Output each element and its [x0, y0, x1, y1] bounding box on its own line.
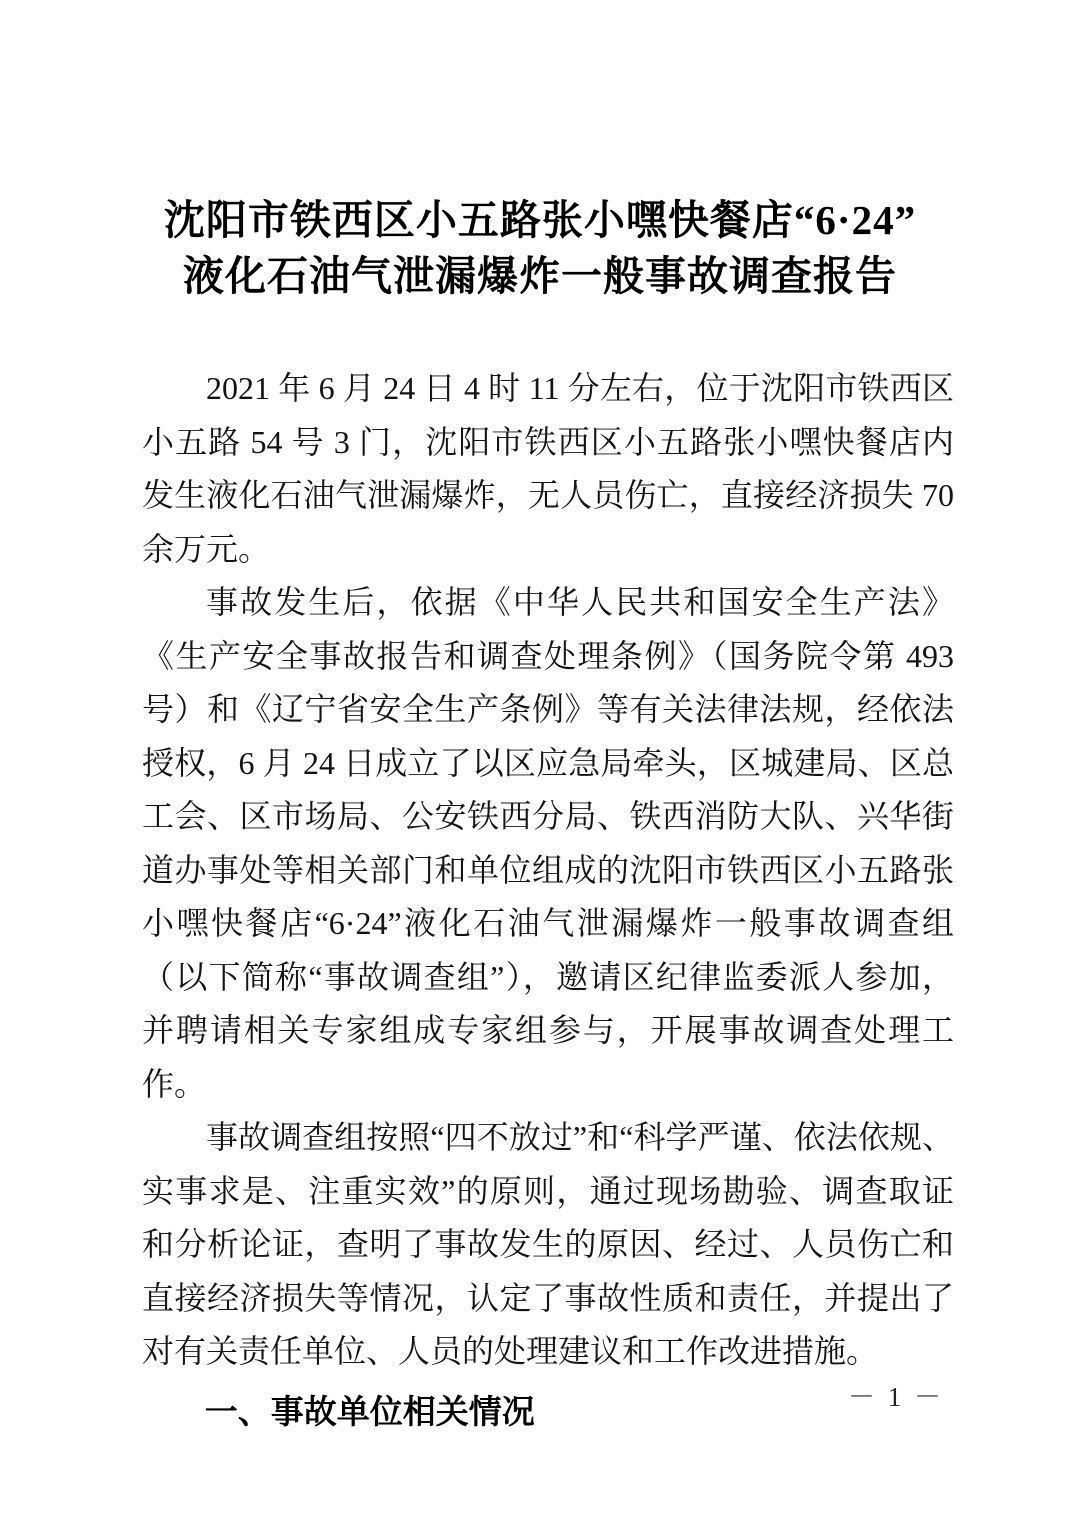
paragraph-investigation-setup: 事故发生后，依据《中华人民共和国安全生产法》《生产安全事故报告和调查处理条例》（国务院令第 493 号）和《辽宁省安全生产条例》等有关法律法规，经依法授权，6 月 24 日成立了以区应急局牵头，区城建局、区总工会、区市场局、公安铁西分局、铁西消防大队、兴华街道办事处等相关部门和单位组成的沈阳市铁西区小五路张小嘿快餐店“6·24”液化石油气泄漏爆炸一般事故调查组（以下简称“事故调查组”），邀请区纪律监委派人参加，并聘请相关专家组成专家组参与，开展事故调查处理工作。: [142, 584, 954, 1102]
section-heading-1: 一、事故单位相关情况: [204, 1392, 535, 1430]
title-line-1: 沈阳市铁西区小五路张小嘿快餐店“6·24”: [163, 197, 917, 243]
title-line-2: 液化石油气泄漏爆炸一般事故调查报告: [183, 253, 897, 299]
paragraph-investigation-principles: 事故调查组按照“四不放过”和“科学严谨、依法依规、实事求是、注重实效”的原则，通过现场勘验、调查取证和分析论证，查明了事故发生的原因、经过、人员伤亡和直接经济损失等情况，认定了事故性质和责任，并提出了对有关责任单位、人员的处理建议和工作改进措施。: [142, 1119, 954, 1369]
page-number: － 1 －: [848, 1382, 944, 1412]
document-title: [60, 192, 1020, 304]
paragraph-incident-summary: 2021 年 6 月 24 日 4 时 11 分左右，位于沈阳市铁西区小五路 54 号 3 门，沈阳市铁西区小五路张小嘿快餐店内发生液化石油气泄漏爆炸，无人员伤亡，直接经济损失 70 余万元。: [142, 370, 954, 567]
document-body: [142, 362, 954, 1438]
